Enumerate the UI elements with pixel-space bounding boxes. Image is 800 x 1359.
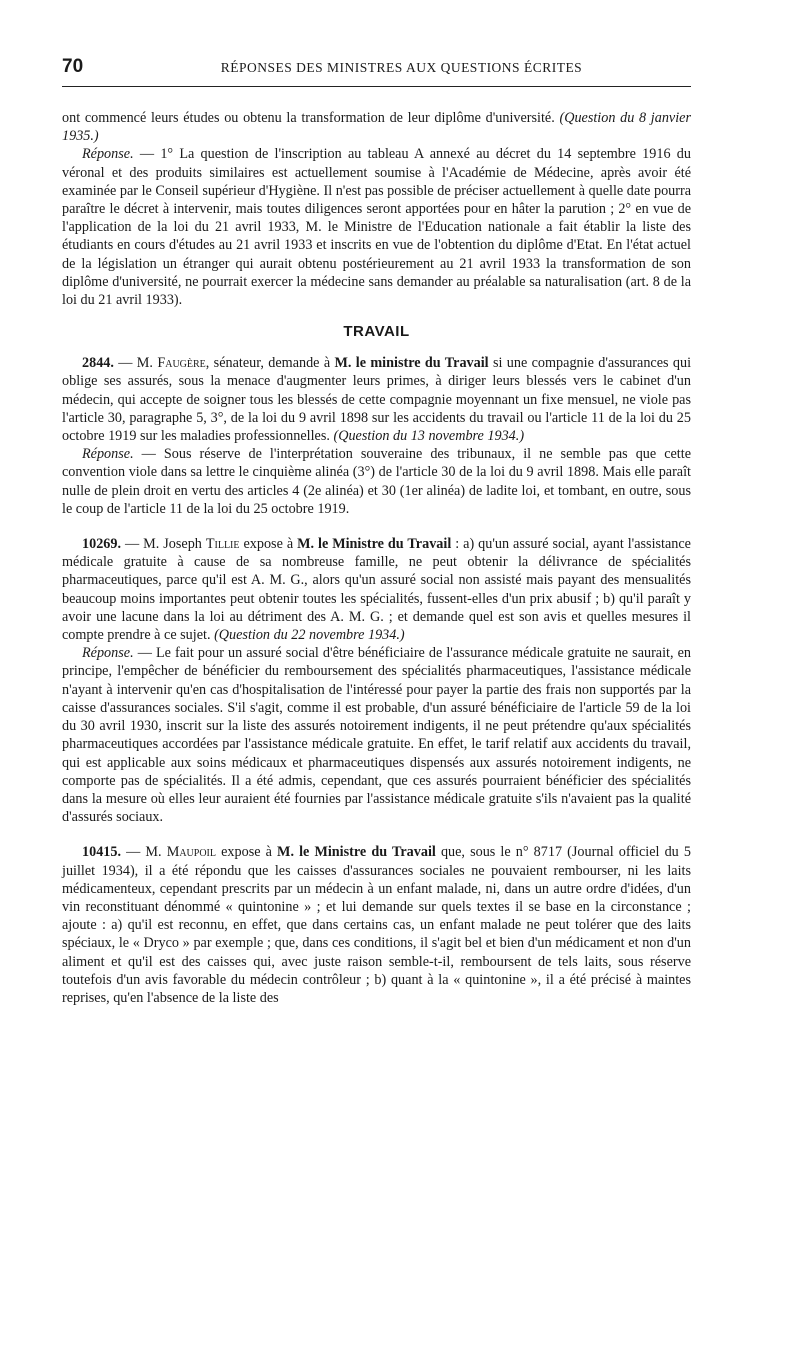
answer-label: Réponse. — [82, 146, 134, 163]
question-intro: expose à — [239, 536, 298, 553]
question-author: Faugère — [157, 355, 206, 372]
question-text — [62, 109, 691, 145]
answer-text: — Le fait pour un assuré social d'être bénéficiaire de l'assurance médicale gratuite ne saurait, en principe, l'empêcher de bénéficier du remboursement des spécialités pharmaceutiques, l'assistance médicale n'ayant à intervenir qu'en cas d'hospitalisation de l'intéressé pour payer la partie des frais non supportés par la caisse d'assurances sociales. S'il s'agit, comme il est probable, d'un assuré bénéficiaire de l'article 59 de la loi du 30 avril 1930, inscrit sur la liste des assurés notoirement indigents, il ne peut prétendre qu'aux spécialités pharmaceutiques accordées par l'assistance médicale gratuite. En effet, le tarif relatif aux accidents du travail, qui est applicable aux soins médicaux et pharmaceutiques dispensés aux assurés notoirement indigents, ne comporte pas de spécialités. Il a été admis, cependant, que ces assurés pourraient bénéficier des spécialités dans la mesure où elles leur auraient été fournies par l'assistance médicale gratuite s'ils n'avaient pas la qualité d'assurés sociaux. — [62, 645, 691, 826]
question-minister: M. le ministre du Travail — [334, 355, 489, 372]
question-author: Tillie — [205, 536, 240, 553]
question-block — [62, 535, 691, 826]
question-reference: (Question du 22 novembre 1934.) — [214, 627, 405, 644]
question-reference: (Question du 8 janvier 1935.) — [62, 110, 691, 145]
document-page — [62, 56, 691, 1024]
question-body: ont commencé leurs études ou obtenu la transformation de leur diplôme d'université. — [62, 110, 555, 126]
question-intro: , sénateur, demande à — [205, 355, 335, 372]
answer-text: — Sous réserve de l'interprétation souveraine des tribunaux, il ne semble pas que cette convention viole dans sa lettre le cinquième alinéa (3°) de l'article 30 de la loi du 9 avril 1898. Mais elle paraît nulle de plein droit en vertu des articles 4 (2e alinéa) et 30 (1er alinéa) de ladite loi, et tombant, en outre, sous le coup de l'article 11 de la loi du 25 octobre 1919. — [62, 446, 691, 517]
answer-text: — 1° La question de l'inscription au tableau A annexé au décret du 14 septembre 1916 du véronal et des produits similaires est actuellement soumise à l'Académie de Médecine, après avoir été examinée par le Conseil supérieur d'Hygiène. Il n'est pas possible de préciser actuellement à quelle date pourra paraître le décret à intervenir, mais toutes diligences seront apportées pour en hâter la parution ; 2° en vue de l'application de la loi du 21 avril 1933, M. le Ministre de l'Education nationale a fait établir la liste des étudiants en cours d'études au 21 avril 1933 et inscrits en vue de l'obtention du diplôme d'Etat. En l'état actuel de la législation un étranger qui aurait obtenu postérieurement au 21 avril 1933 la transformation de son diplôme d'université, ne pourrait exercer la médecine sans demander au préalable sa naturalisation (art. 8 de la loi du 21 avril 1933). — [62, 146, 691, 309]
question-minister: M. le Ministre du Travail — [297, 536, 452, 553]
page-number: 70 — [62, 56, 84, 77]
question-number: 2844. — [82, 355, 114, 372]
question-block — [62, 354, 691, 518]
question-number: 10415. — [82, 844, 122, 861]
continued-question — [62, 109, 691, 309]
question-block — [62, 843, 691, 1007]
question-body: que, sous le n° 8717 (Journal officiel du 5 juillet 1934), il a été répondu que les caisses d'assurances sociales ne pouvaient rembourser, ni les laits médicamenteux, cependant prescrits par un médecin à un enfant malade, ni, dans un autre ordre d'idées, d'un vin reconstituant dénommé « quintonine » ; et lui demande sur quels textes il se base en la circonstance ; ajoute : a) qu'il est reconnu, en effet, que dans certains cas, un enfant malade ne peut tolérer que des laits spéciaux, le « Dryco » par exemple ; que, dans ces conditions, il s'agit bel et bien d'un médicament et non d'un aliment et qu'il est des caisses qui, avec juste raison semble-t-il, remboursent de tels laits, sous réserve toutefois d'un avis favorable du médecin contrôleur ; b) quant à la « quintonine », il a été précisé à maintes reprises, qu'en l'absence de la liste des — [62, 844, 691, 1006]
answer-label: Réponse. — [82, 446, 134, 463]
question-text — [62, 535, 691, 644]
question-body: si une compagnie d'assurances qui oblige ses assurés, sous la menace d'augmenter leurs primes, à diriger leurs blessés vers le cabinet d'un médecin, qui accepte de soigner tous les blessés de cette compagnie moyennant un fixe mensuel, ne viole pas l'article 30, paragraphe 5, 3°, de la loi du 9 avril 1898 sur les accidents du travail ou l'article 11 de la loi du 25 octobre 1919 sur les maladies professionnelles. — [62, 355, 692, 445]
question-lead: — M. — [121, 844, 167, 861]
question-text — [62, 354, 691, 445]
answer-paragraph — [62, 644, 691, 826]
answer-paragraph — [62, 445, 691, 518]
answer-paragraph — [62, 145, 691, 309]
running-title: RÉPONSES DES MINISTRES AUX QUESTIONS ÉCRITES — [220, 60, 583, 75]
question-body: : a) qu'un assuré social, ayant l'assistance médicale gratuite à cause de sa nombreuse famille, ne peut obtenir la délivrance de spécialités pharmaceutiques, parce qu'il est A. M. G., alors qu'un assuré social non assisté mais payant des mensualités beaucoup moins importantes peut obtenir toutes les spécialités, fussent-elles d'un prix abusif ; b) qu'il paraît y avoir une lacune dans la loi au détriment des A. M. G. ; et demande quel est son avis et quelles mesures il compte prendre à ce sujet. — [62, 536, 691, 644]
question-intro: expose à — [216, 844, 278, 861]
question-reference: (Question du 13 novembre 1934.) — [333, 428, 525, 445]
section-title: TRAVAIL — [343, 323, 410, 341]
question-lead: — M. — [113, 355, 158, 372]
question-minister: M. le Ministre du Travail — [277, 844, 436, 861]
question-lead: — M. Joseph — [121, 536, 206, 553]
question-author: Maupoil — [166, 844, 216, 861]
answer-label: Réponse. — [82, 645, 134, 662]
question-text — [62, 843, 691, 1007]
page-header — [62, 56, 691, 87]
question-number: 10269. — [82, 536, 122, 553]
